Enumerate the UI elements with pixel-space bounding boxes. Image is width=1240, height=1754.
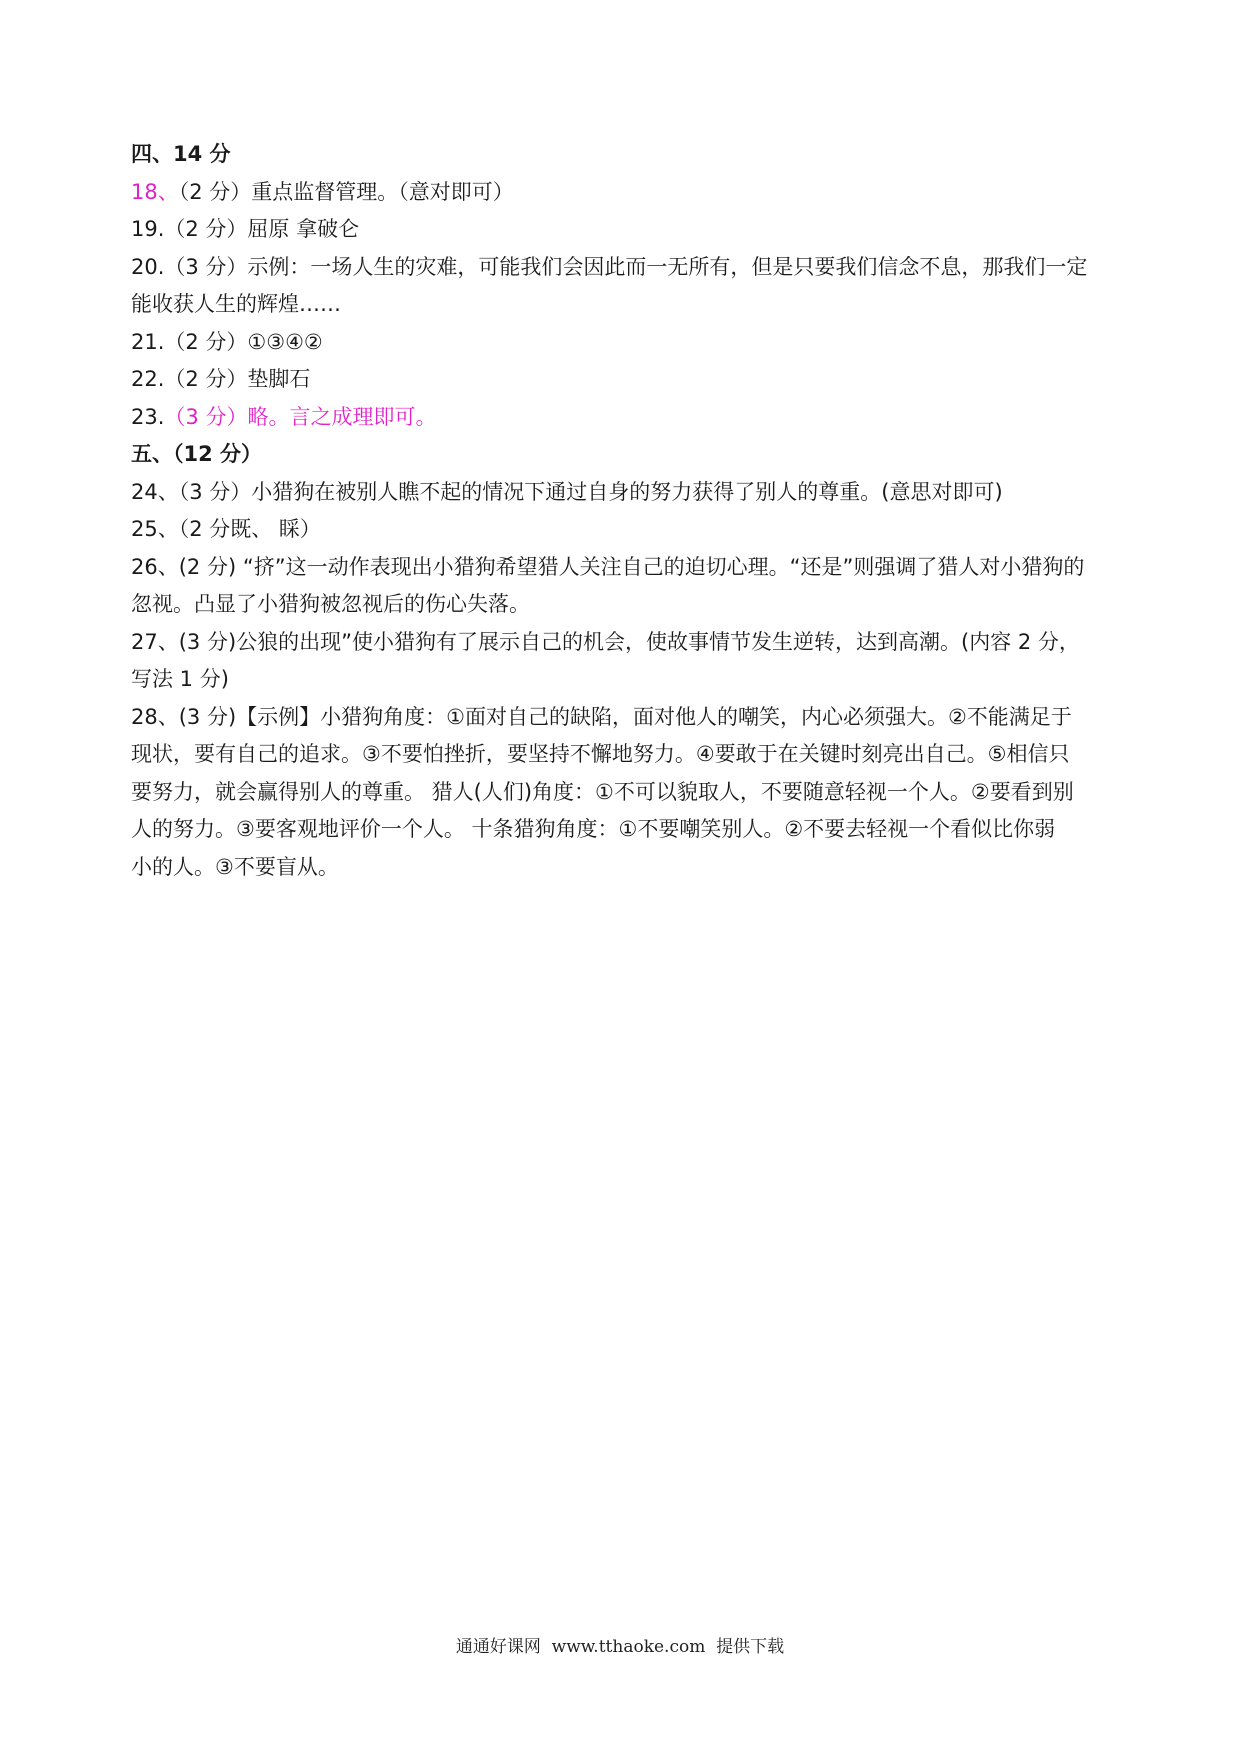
section-4-heading: 四、14 分 [131, 142, 231, 166]
answer-26-line-2: 忽视。凸显了小猎狗被忽视后的伤心失落。 [131, 592, 530, 616]
answer-22: 22.（2 分）垫脚石 [131, 367, 311, 391]
answer-28-line-4: 人的努力。③要客观地评价一个人。 十条猎狗角度：①不要嘲笑别人。②不要去轻视一个看似比你弱 [131, 817, 1056, 841]
answer-25: 25、（2 分既、 睬） [131, 517, 321, 541]
page-footer: 通通好课网 www.tthaoke.com 提供下载 [455, 1637, 785, 1657]
answer-18 [131, 174, 1121, 212]
answer-20-line-1: 20.（3 分）示例：一场人生的灾难，可能我们会因此而一无所有，但是只要我们信念不息，那我们一定 [131, 254, 1088, 279]
answer-19: 19.（2 分）屈原 拿破仑 [131, 217, 360, 241]
answer-23 [131, 399, 1121, 437]
answer-sheet [131, 136, 1121, 886]
answer-21: 21.（2 分）①③④② [131, 329, 323, 354]
answer-26-line-1: 26、(2 分) “挤”这一动作表现出小猎狗希望猎人关注自己的迫切心理。“还是”则强调了猎人对小猎狗的 [131, 554, 1085, 579]
answer-27-line-1: 27、(3 分)公狼的出现”使小猎狗有了展示自己的机会，使故事情节发生逆转，达到高潮。(内容 2 分， [131, 629, 1080, 654]
answer-27-line-2: 写法 1 分) [131, 667, 229, 691]
answer-28-line-5: 小的人。③不要盲从。 [131, 854, 339, 879]
answer-24: 24、（3 分）小猎狗在被别人瞧不起的情况下通过自身的努力获得了别人的尊重。(意思对即可) [131, 479, 1003, 504]
answer-23-text: （3 分）略。言之成理即可。 [164, 404, 437, 429]
answer-28-line-3: 要努力，就会赢得别人的尊重。 猎人(人们)角度：①不可以貌取人，不要随意轻视一个人。②要看到别 [131, 779, 1074, 804]
section-5-heading: 五、（12 分） [131, 442, 263, 466]
answer-28-line-2: 现状，要有自己的追求。③不要怕挫折，要坚持不懈地努力。④要敢于在关键时刻亮出自己。⑤相信只 [131, 742, 1070, 766]
answer-18-text: （2 分）重点监督管理。（意对即可） [178, 179, 514, 204]
answer-20-line-2: 能收获人生的辉煌…… [131, 292, 341, 316]
answer-28-line-1: 28、(3 分)【示例】小猎狗角度：①面对自己的缺陷，面对他人的嘲笑，内心必须强大。②不能满足于 [131, 704, 1072, 729]
answer-23-number: 23. [131, 404, 165, 429]
answer-18-number: 18、 [131, 179, 179, 204]
